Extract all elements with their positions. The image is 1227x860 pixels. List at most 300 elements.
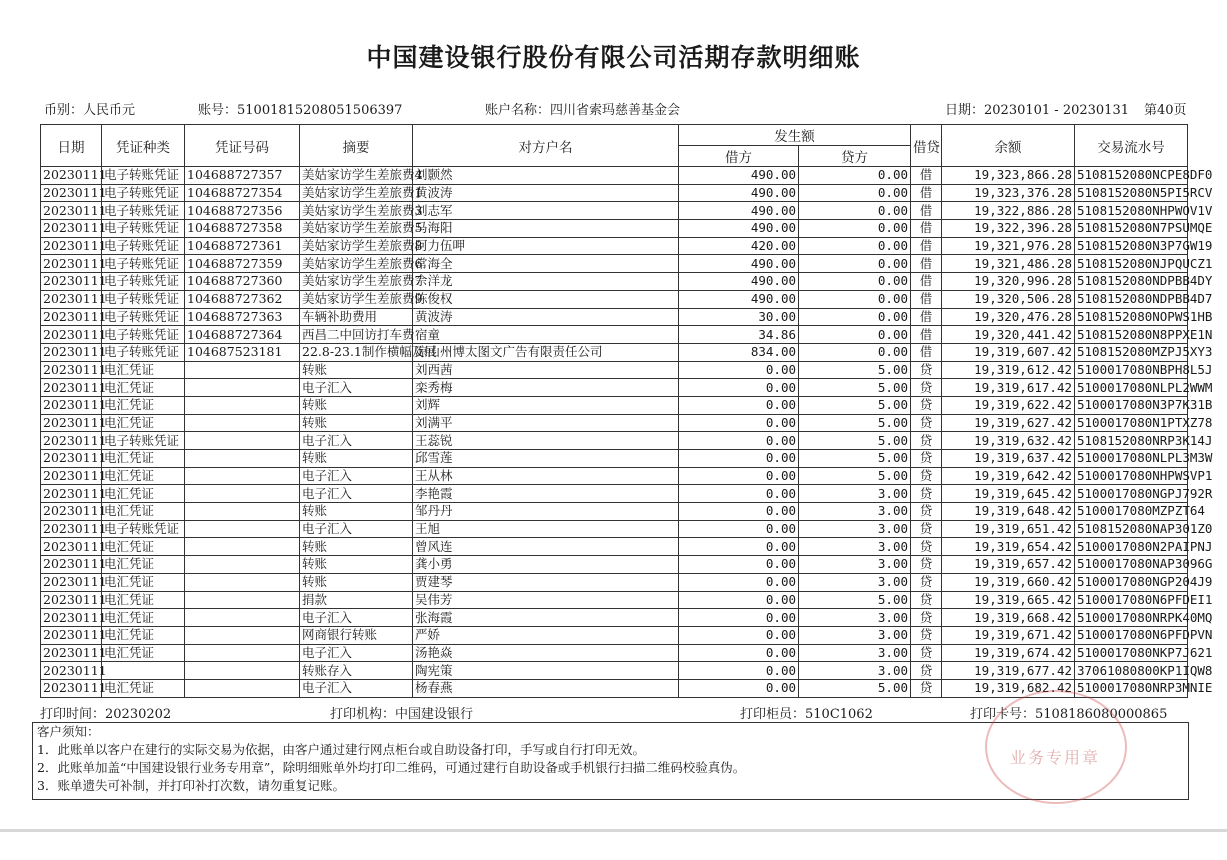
cell-date: 20230111 bbox=[41, 556, 102, 574]
cell-dc: 贷 bbox=[911, 361, 942, 379]
cell-txn-no: 5108152080NDPBB4D7 bbox=[1075, 290, 1188, 308]
table-row bbox=[41, 184, 1188, 202]
cell-date: 20230111 bbox=[41, 326, 102, 344]
cell-counterparty: 刘满平 bbox=[413, 414, 679, 432]
cell-voucher-no bbox=[185, 679, 300, 697]
cell-dc: 借 bbox=[911, 237, 942, 255]
account-number: 账号：51001815208051506397 bbox=[198, 103, 403, 118]
cell-counterparty: 宿童 bbox=[413, 326, 679, 344]
cell-balance: 19,321,486.28 bbox=[942, 255, 1075, 273]
cell-balance: 19,321,976.28 bbox=[942, 237, 1075, 255]
cell-balance: 19,319,607.42 bbox=[942, 343, 1075, 361]
cell-voucher-no: 104688727362 bbox=[185, 290, 300, 308]
cell-date: 20230111 bbox=[41, 237, 102, 255]
table-row bbox=[41, 609, 1188, 627]
cell-dc: 借 bbox=[911, 202, 942, 220]
page-title: 中国建设银行股份有限公司活期存款明细账 bbox=[366, 43, 861, 72]
cell-voucher-no bbox=[185, 538, 300, 556]
header-voucher-no: 凭证号码 bbox=[185, 125, 300, 167]
cell-voucher-type: 电子转账凭证 bbox=[102, 237, 185, 255]
cell-txn-no: 5100017080NRP3MNIE bbox=[1075, 679, 1188, 697]
cell-dc: 借 bbox=[911, 167, 942, 185]
cell-dc: 贷 bbox=[911, 396, 942, 414]
cell-counterparty: 刘西茜 bbox=[413, 361, 679, 379]
cell-balance: 19,319,642.42 bbox=[942, 467, 1075, 485]
cell-debit: 0.00 bbox=[679, 485, 799, 503]
cell-debit: 30.00 bbox=[679, 308, 799, 326]
cell-credit: 5.00 bbox=[799, 432, 911, 450]
cell-voucher-type: 电汇凭证 bbox=[102, 361, 185, 379]
cell-balance: 19,323,376.28 bbox=[942, 184, 1075, 202]
cell-debit: 0.00 bbox=[679, 591, 799, 609]
cell-debit: 490.00 bbox=[679, 220, 799, 238]
cell-debit: 0.00 bbox=[679, 450, 799, 468]
cell-dc: 借 bbox=[911, 184, 942, 202]
cell-voucher-type: 电子转账凭证 bbox=[102, 184, 185, 202]
cell-txn-no: 5100017080NAP3096G bbox=[1075, 556, 1188, 574]
cell-memo: 转账 bbox=[300, 361, 413, 379]
table-row bbox=[41, 343, 1188, 361]
cell-debit: 0.00 bbox=[679, 662, 799, 680]
header-voucher-type: 凭证种类 bbox=[102, 125, 185, 167]
cell-dc: 贷 bbox=[911, 538, 942, 556]
cell-credit: 0.00 bbox=[799, 237, 911, 255]
cell-debit: 490.00 bbox=[679, 273, 799, 291]
cell-balance: 19,323,866.28 bbox=[942, 167, 1075, 185]
cell-debit: 0.00 bbox=[679, 556, 799, 574]
cell-memo: 美姑家访学生差旅费1 bbox=[300, 184, 413, 202]
cell-voucher-type: 电汇凭证 bbox=[102, 626, 185, 644]
cell-balance: 19,319,617.42 bbox=[942, 379, 1075, 397]
cell-voucher-type: 电子转账凭证 bbox=[102, 273, 185, 291]
table-row bbox=[41, 591, 1188, 609]
cell-counterparty: 栾秀梅 bbox=[413, 379, 679, 397]
table-row bbox=[41, 414, 1188, 432]
cell-balance: 19,319,627.42 bbox=[942, 414, 1075, 432]
cell-date: 20230111 bbox=[41, 626, 102, 644]
cell-debit: 490.00 bbox=[679, 184, 799, 202]
cell-counterparty: 佘洋龙 bbox=[413, 273, 679, 291]
cell-date: 20230111 bbox=[41, 467, 102, 485]
cell-voucher-type: 电汇凭证 bbox=[102, 503, 185, 521]
cell-debit: 0.00 bbox=[679, 361, 799, 379]
cell-counterparty: 陈俊权 bbox=[413, 290, 679, 308]
cell-voucher-type: 电子转账凭证 bbox=[102, 220, 185, 238]
cell-voucher-no bbox=[185, 467, 300, 485]
cell-date: 20230111 bbox=[41, 361, 102, 379]
cell-date: 20230111 bbox=[41, 679, 102, 697]
cell-balance: 19,319,668.42 bbox=[942, 609, 1075, 627]
cell-date: 20230111 bbox=[41, 273, 102, 291]
cell-dc: 贷 bbox=[911, 644, 942, 662]
table-row bbox=[41, 556, 1188, 574]
cell-date: 20230111 bbox=[41, 609, 102, 627]
cell-counterparty: 黄波涛 bbox=[413, 308, 679, 326]
cell-counterparty: 曾风连 bbox=[413, 538, 679, 556]
cell-memo: 美姑家访学生差旅费7 bbox=[300, 273, 413, 291]
cell-credit: 5.00 bbox=[799, 450, 911, 468]
cell-memo: 捐款 bbox=[300, 591, 413, 609]
cell-txn-no: 5108152080MZPJ5XY3 bbox=[1075, 343, 1188, 361]
cell-date: 20230111 bbox=[41, 538, 102, 556]
cell-balance: 19,319,660.42 bbox=[942, 573, 1075, 591]
cell-balance: 19,320,441.42 bbox=[942, 326, 1075, 344]
cell-date: 20230111 bbox=[41, 308, 102, 326]
cell-memo: 电子汇入 bbox=[300, 609, 413, 627]
cell-balance: 19,320,996.28 bbox=[942, 273, 1075, 291]
cell-debit: 0.00 bbox=[679, 414, 799, 432]
cell-voucher-no: 104687523181 bbox=[185, 343, 300, 361]
cell-memo: 电子汇入 bbox=[300, 679, 413, 697]
cell-memo: 电子汇入 bbox=[300, 520, 413, 538]
cell-balance: 19,319,665.42 bbox=[942, 591, 1075, 609]
cell-voucher-no: 104688727358 bbox=[185, 220, 300, 238]
cell-counterparty: 张海霞 bbox=[413, 609, 679, 627]
header-debit: 借方 bbox=[679, 146, 799, 167]
cell-counterparty: 常海全 bbox=[413, 255, 679, 273]
cell-voucher-type: 电子转账凭证 bbox=[102, 343, 185, 361]
cell-voucher-type: 电子转账凭证 bbox=[102, 255, 185, 273]
table-row bbox=[41, 202, 1188, 220]
cell-counterparty: 刘志军 bbox=[413, 202, 679, 220]
cell-voucher-type bbox=[102, 662, 185, 680]
cell-credit: 3.00 bbox=[799, 626, 911, 644]
cell-credit: 3.00 bbox=[799, 503, 911, 521]
cell-balance: 19,319,645.42 bbox=[942, 485, 1075, 503]
cell-balance: 19,322,886.28 bbox=[942, 202, 1075, 220]
cell-voucher-no bbox=[185, 485, 300, 503]
cell-counterparty: 龚小勇 bbox=[413, 556, 679, 574]
cell-dc: 贷 bbox=[911, 432, 942, 450]
cell-balance: 19,322,396.28 bbox=[942, 220, 1075, 238]
cell-balance: 19,319,648.42 bbox=[942, 503, 1075, 521]
cell-credit: 3.00 bbox=[799, 556, 911, 574]
cell-voucher-type: 电子转账凭证 bbox=[102, 167, 185, 185]
header-credit: 贷方 bbox=[799, 146, 911, 167]
cell-memo: 西昌二中回访打车费 bbox=[300, 326, 413, 344]
cell-dc: 贷 bbox=[911, 556, 942, 574]
page-bottom-rule bbox=[0, 829, 1227, 832]
cell-txn-no: 5108152080NAP301Z0 bbox=[1075, 520, 1188, 538]
cell-counterparty: 马海阳 bbox=[413, 220, 679, 238]
cell-voucher-no bbox=[185, 556, 300, 574]
cell-date: 20230111 bbox=[41, 662, 102, 680]
header-counterparty: 对方户名 bbox=[413, 125, 679, 167]
cell-dc: 贷 bbox=[911, 609, 942, 627]
notes-item: 1．此账单以客户在建行的实际交易为依据，由客户通过建行网点柜台或自助设备打印，手写或自行打印无效。 bbox=[37, 742, 645, 757]
cell-balance: 19,319,622.42 bbox=[942, 396, 1075, 414]
cell-counterparty: 王从林 bbox=[413, 467, 679, 485]
header-amount-group: 发生额 bbox=[679, 125, 911, 146]
table-row bbox=[41, 485, 1188, 503]
table-row bbox=[41, 432, 1188, 450]
cell-credit: 5.00 bbox=[799, 361, 911, 379]
cell-voucher-type: 电汇凭证 bbox=[102, 573, 185, 591]
cell-date: 20230111 bbox=[41, 379, 102, 397]
cell-dc: 贷 bbox=[911, 573, 942, 591]
cell-txn-no: 5100017080NRPK40MQ bbox=[1075, 609, 1188, 627]
currency-label: 币别：人民币元 bbox=[44, 103, 136, 118]
table-row bbox=[41, 538, 1188, 556]
cell-balance: 19,319,651.42 bbox=[942, 520, 1075, 538]
cell-memo: 电子汇入 bbox=[300, 432, 413, 450]
cell-voucher-no: 104688727354 bbox=[185, 184, 300, 202]
cell-counterparty: 王蕊锐 bbox=[413, 432, 679, 450]
cell-dc: 借 bbox=[911, 326, 942, 344]
cell-date: 20230111 bbox=[41, 573, 102, 591]
cell-memo: 电子汇入 bbox=[300, 485, 413, 503]
cell-dc: 贷 bbox=[911, 591, 942, 609]
table-row bbox=[41, 255, 1188, 273]
header-dc: 借贷 bbox=[911, 125, 942, 167]
cell-voucher-type: 电汇凭证 bbox=[102, 450, 185, 468]
cell-dc: 借 bbox=[911, 220, 942, 238]
cell-credit: 3.00 bbox=[799, 609, 911, 627]
cell-txn-no: 5100017080NKP7J621 bbox=[1075, 644, 1188, 662]
cell-balance: 19,319,682.42 bbox=[942, 679, 1075, 697]
cell-dc: 贷 bbox=[911, 485, 942, 503]
cell-counterparty: 刘颢然 bbox=[413, 167, 679, 185]
cell-credit: 3.00 bbox=[799, 573, 911, 591]
cell-voucher-no bbox=[185, 591, 300, 609]
cell-voucher-no bbox=[185, 503, 300, 521]
cell-debit: 34.86 bbox=[679, 326, 799, 344]
cell-memo: 美姑家访学生差旅费3 bbox=[300, 202, 413, 220]
table-row bbox=[41, 644, 1188, 662]
cell-date: 20230111 bbox=[41, 450, 102, 468]
header-balance: 余额 bbox=[942, 125, 1075, 167]
cell-counterparty: 凉山州博太图文广告有限责任公司 bbox=[413, 343, 679, 361]
cell-voucher-type: 电汇凭证 bbox=[102, 414, 185, 432]
print-org: 打印机构：中国建设银行 bbox=[330, 707, 474, 722]
cell-debit: 490.00 bbox=[679, 202, 799, 220]
cell-credit: 5.00 bbox=[799, 414, 911, 432]
cell-memo: 美姑家访学生差旅费6 bbox=[300, 255, 413, 273]
cell-dc: 贷 bbox=[911, 626, 942, 644]
cell-dc: 贷 bbox=[911, 679, 942, 697]
cell-voucher-type: 电汇凭证 bbox=[102, 556, 185, 574]
cell-balance: 19,319,612.42 bbox=[942, 361, 1075, 379]
cell-memo: 转账 bbox=[300, 503, 413, 521]
cell-txn-no: 5100017080NBPH8L5J bbox=[1075, 361, 1188, 379]
cell-counterparty: 吴伟芳 bbox=[413, 591, 679, 609]
cell-counterparty: 贾建琴 bbox=[413, 573, 679, 591]
cell-dc: 贷 bbox=[911, 662, 942, 680]
print-time: 打印时间：20230202 bbox=[40, 707, 172, 722]
cell-txn-no: 5108152080NRP3K14J bbox=[1075, 432, 1188, 450]
cell-dc: 贷 bbox=[911, 379, 942, 397]
table-row bbox=[41, 503, 1188, 521]
header-txn-no: 交易流水号 bbox=[1075, 125, 1188, 167]
cell-txn-no: 5108152080N3P7GW19 bbox=[1075, 237, 1188, 255]
cell-date: 20230111 bbox=[41, 414, 102, 432]
cell-memo: 转账 bbox=[300, 450, 413, 468]
cell-voucher-type: 电汇凭证 bbox=[102, 467, 185, 485]
cell-credit: 3.00 bbox=[799, 662, 911, 680]
notes-item: 3．账单遗失可补制，并打印补打次数，请勿重复记账。 bbox=[37, 778, 345, 793]
cell-debit: 0.00 bbox=[679, 503, 799, 521]
cell-debit: 0.00 bbox=[679, 644, 799, 662]
cell-credit: 3.00 bbox=[799, 538, 911, 556]
cell-dc: 借 bbox=[911, 273, 942, 291]
table-row bbox=[41, 520, 1188, 538]
cell-voucher-no: 104688727364 bbox=[185, 326, 300, 344]
cell-credit: 5.00 bbox=[799, 467, 911, 485]
cell-dc: 借 bbox=[911, 290, 942, 308]
cell-balance: 19,319,657.42 bbox=[942, 556, 1075, 574]
cell-debit: 0.00 bbox=[679, 467, 799, 485]
cell-dc: 贷 bbox=[911, 503, 942, 521]
cell-balance: 19,319,671.42 bbox=[942, 626, 1075, 644]
cell-txn-no: 5108152080NHPWOV1V bbox=[1075, 202, 1188, 220]
cell-voucher-type: 电子转账凭证 bbox=[102, 290, 185, 308]
cell-credit: 5.00 bbox=[799, 379, 911, 397]
cell-credit: 0.00 bbox=[799, 220, 911, 238]
cell-dc: 贷 bbox=[911, 467, 942, 485]
ledger-table bbox=[40, 124, 1213, 698]
cell-voucher-no bbox=[185, 626, 300, 644]
cell-date: 20230111 bbox=[41, 255, 102, 273]
cell-memo: 美姑家访学生差旅费9 bbox=[300, 290, 413, 308]
cell-credit: 3.00 bbox=[799, 520, 911, 538]
cell-txn-no: 5100017080N2PAIPNJ bbox=[1075, 538, 1188, 556]
cell-balance: 19,319,632.42 bbox=[942, 432, 1075, 450]
notes-heading: 客户须知： bbox=[37, 724, 100, 739]
cell-date: 20230111 bbox=[41, 220, 102, 238]
cell-date: 20230111 bbox=[41, 520, 102, 538]
cell-memo: 转账存入 bbox=[300, 662, 413, 680]
cell-voucher-type: 电汇凭证 bbox=[102, 591, 185, 609]
cell-credit: 0.00 bbox=[799, 308, 911, 326]
cell-date: 20230111 bbox=[41, 485, 102, 503]
cell-txn-no: 5100017080NHPWSVP1 bbox=[1075, 467, 1188, 485]
cell-txn-no: 5108152080N5PI5RCV bbox=[1075, 184, 1188, 202]
cell-voucher-no bbox=[185, 414, 300, 432]
cell-memo: 美姑家访学生差旅费4 bbox=[300, 167, 413, 185]
cell-balance: 19,319,677.42 bbox=[942, 662, 1075, 680]
table-row bbox=[41, 450, 1188, 468]
cell-dc: 借 bbox=[911, 255, 942, 273]
cell-credit: 3.00 bbox=[799, 485, 911, 503]
cell-memo: 网商银行转账 bbox=[300, 626, 413, 644]
cell-counterparty: 阿力伍呷 bbox=[413, 237, 679, 255]
cell-memo: 转账 bbox=[300, 396, 413, 414]
table-row bbox=[41, 396, 1188, 414]
cell-counterparty: 严娇 bbox=[413, 626, 679, 644]
cell-balance: 19,319,654.42 bbox=[942, 538, 1075, 556]
cell-voucher-type: 电汇凭证 bbox=[102, 396, 185, 414]
cell-balance: 19,319,637.42 bbox=[942, 450, 1075, 468]
cell-voucher-type: 电子转账凭证 bbox=[102, 326, 185, 344]
cell-memo: 转账 bbox=[300, 573, 413, 591]
header-date: 日期 bbox=[41, 125, 102, 167]
cell-credit: 0.00 bbox=[799, 184, 911, 202]
cell-memo: 美姑家访学生差旅费8 bbox=[300, 237, 413, 255]
notes-item: 2．此账单加盖“中国建设银行业务专用章”，除明细账单外均打印二维码，可通过建行自助设备或手机银行扫描二维码校验真伪。 bbox=[37, 760, 746, 775]
cell-counterparty: 刘辉 bbox=[413, 396, 679, 414]
cell-memo: 转账 bbox=[300, 538, 413, 556]
cell-debit: 834.00 bbox=[679, 343, 799, 361]
cell-date: 20230111 bbox=[41, 396, 102, 414]
cell-voucher-type: 电子转账凭证 bbox=[102, 308, 185, 326]
table-row bbox=[41, 467, 1188, 485]
cell-credit: 3.00 bbox=[799, 644, 911, 662]
cell-date: 20230111 bbox=[41, 184, 102, 202]
cell-txn-no: 5108152080NOPWS1HB bbox=[1075, 308, 1188, 326]
cell-voucher-no: 104688727356 bbox=[185, 202, 300, 220]
cell-debit: 0.00 bbox=[679, 609, 799, 627]
cell-credit: 5.00 bbox=[799, 679, 911, 697]
cell-debit: 0.00 bbox=[679, 538, 799, 556]
cell-counterparty: 邹丹丹 bbox=[413, 503, 679, 521]
cell-txn-no: 5100017080NLPL3M3W bbox=[1075, 450, 1188, 468]
cell-voucher-type: 电汇凭证 bbox=[102, 485, 185, 503]
cell-txn-no: 5100017080N1PTXZ78 bbox=[1075, 414, 1188, 432]
cell-memo: 电子汇入 bbox=[300, 467, 413, 485]
cell-txn-no: 37061080800KP1IQW8 bbox=[1075, 662, 1188, 680]
cell-dc: 借 bbox=[911, 343, 942, 361]
cell-debit: 0.00 bbox=[679, 679, 799, 697]
cell-credit: 0.00 bbox=[799, 290, 911, 308]
cell-counterparty: 汤艳焱 bbox=[413, 644, 679, 662]
cell-credit: 0.00 bbox=[799, 255, 911, 273]
cell-credit: 0.00 bbox=[799, 273, 911, 291]
table-row bbox=[41, 626, 1188, 644]
cell-date: 20230111 bbox=[41, 167, 102, 185]
cell-credit: 5.00 bbox=[799, 396, 911, 414]
table-row bbox=[41, 361, 1188, 379]
table-row bbox=[41, 220, 1188, 238]
cell-voucher-no bbox=[185, 520, 300, 538]
cell-txn-no: 5108152080NJPQUCZ1 bbox=[1075, 255, 1188, 273]
cell-voucher-type: 电汇凭证 bbox=[102, 538, 185, 556]
cell-debit: 490.00 bbox=[679, 290, 799, 308]
cell-counterparty: 邱雪莲 bbox=[413, 450, 679, 468]
table-row bbox=[41, 662, 1188, 680]
cell-counterparty: 王旭 bbox=[413, 520, 679, 538]
cell-voucher-type: 电汇凭证 bbox=[102, 644, 185, 662]
cell-memo: 转账 bbox=[300, 414, 413, 432]
table-row bbox=[41, 679, 1188, 697]
cell-voucher-type: 电子转账凭证 bbox=[102, 520, 185, 538]
cell-date: 20230111 bbox=[41, 644, 102, 662]
print-counter: 打印柜员：510C1062 bbox=[740, 707, 873, 722]
cell-voucher-no bbox=[185, 450, 300, 468]
cell-txn-no: 5100017080NLPL2WWM bbox=[1075, 379, 1188, 397]
cell-memo: 转账 bbox=[300, 556, 413, 574]
cell-voucher-no bbox=[185, 432, 300, 450]
cell-voucher-type: 电汇凭证 bbox=[102, 679, 185, 697]
cell-voucher-no bbox=[185, 379, 300, 397]
cell-voucher-type: 电子转账凭证 bbox=[102, 432, 185, 450]
table-row bbox=[41, 379, 1188, 397]
cell-memo: 车辆补助费用 bbox=[300, 308, 413, 326]
table-row bbox=[41, 167, 1188, 185]
cell-dc: 借 bbox=[911, 308, 942, 326]
table-row bbox=[41, 273, 1188, 291]
header-memo: 摘要 bbox=[300, 125, 413, 167]
cell-voucher-type: 电子转账凭证 bbox=[102, 202, 185, 220]
cell-voucher-no: 104688727360 bbox=[185, 273, 300, 291]
table-row bbox=[41, 308, 1188, 326]
bank-seal-text: 业务专用章 bbox=[1010, 748, 1101, 767]
cell-txn-no: 5100017080N6PFDPVN bbox=[1075, 626, 1188, 644]
cell-date: 20230111 bbox=[41, 343, 102, 361]
page-number: 第40页 bbox=[1144, 103, 1187, 118]
table-row bbox=[41, 290, 1188, 308]
cell-memo: 电子汇入 bbox=[300, 379, 413, 397]
cell-voucher-no: 104688727359 bbox=[185, 255, 300, 273]
